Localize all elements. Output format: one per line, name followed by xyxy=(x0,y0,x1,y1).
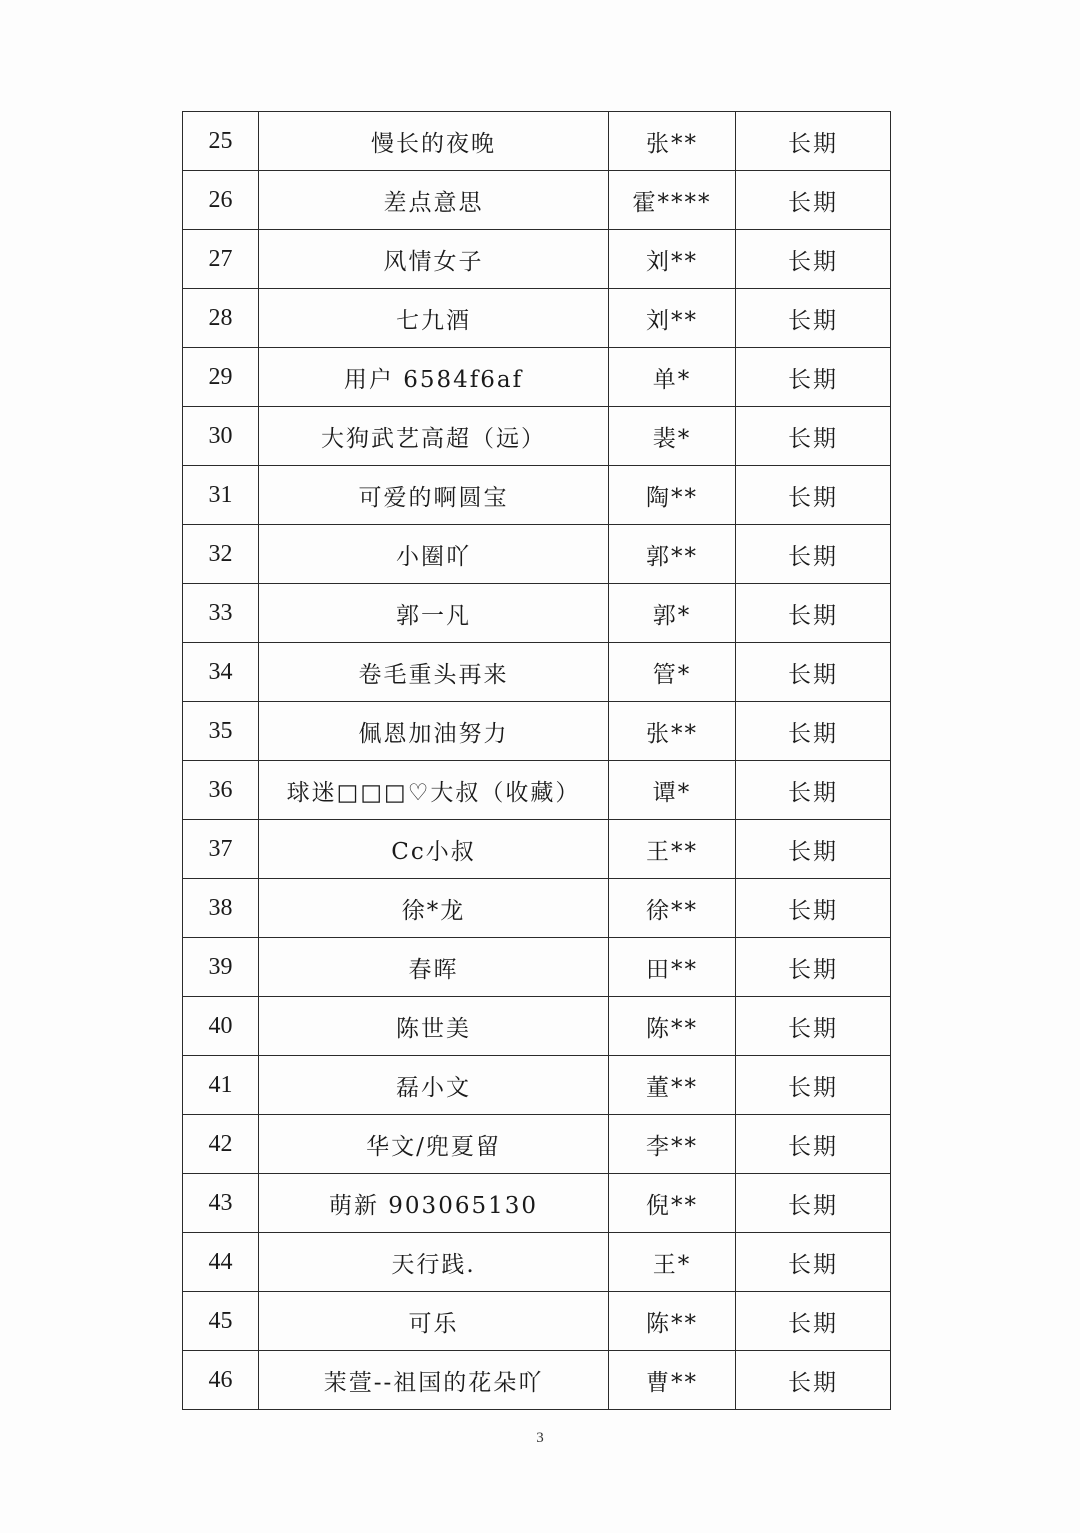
name-cell: 单* xyxy=(609,348,736,407)
term-cell: 长期 xyxy=(736,407,891,466)
name-cell: 田** xyxy=(609,938,736,997)
row-number-cell: 45 xyxy=(183,1292,259,1351)
nickname-cell: 可乐 xyxy=(259,1292,609,1351)
nickname-cell: 大狗武艺高超（远） xyxy=(259,407,609,466)
row-number-cell: 41 xyxy=(183,1056,259,1115)
row-number-cell: 27 xyxy=(183,230,259,289)
name-cell: 郭** xyxy=(609,525,736,584)
name-cell: 王** xyxy=(609,820,736,879)
table-row xyxy=(183,171,891,230)
table-row xyxy=(183,407,891,466)
name-cell: 张** xyxy=(609,112,736,171)
name-cell: 陈** xyxy=(609,1292,736,1351)
table-row xyxy=(183,1292,891,1351)
term-cell: 长期 xyxy=(736,1233,891,1292)
term-cell: 长期 xyxy=(736,1174,891,1233)
table-row xyxy=(183,879,891,938)
row-number-cell: 38 xyxy=(183,879,259,938)
term-cell: 长期 xyxy=(736,879,891,938)
table-row xyxy=(183,1174,891,1233)
row-number-cell: 36 xyxy=(183,761,259,820)
name-cell: 刘** xyxy=(609,289,736,348)
term-cell: 长期 xyxy=(736,289,891,348)
term-cell: 长期 xyxy=(736,1351,891,1410)
name-cell: 刘** xyxy=(609,230,736,289)
row-number-cell: 39 xyxy=(183,938,259,997)
nickname-cell: 春晖 xyxy=(259,938,609,997)
roster-table xyxy=(182,111,891,1410)
nickname-cell: 风情女子 xyxy=(259,230,609,289)
row-number-cell: 46 xyxy=(183,1351,259,1410)
table-row xyxy=(183,643,891,702)
name-cell: 张** xyxy=(609,702,736,761)
term-cell: 长期 xyxy=(736,112,891,171)
row-number-cell: 29 xyxy=(183,348,259,407)
term-cell: 长期 xyxy=(736,171,891,230)
term-cell: 长期 xyxy=(736,466,891,525)
term-cell: 长期 xyxy=(736,348,891,407)
nickname-cell: 陈世美 xyxy=(259,997,609,1056)
page-number: 3 xyxy=(536,1430,544,1446)
name-cell: 郭* xyxy=(609,584,736,643)
name-cell: 陶** xyxy=(609,466,736,525)
nickname-cell: 郭一凡 xyxy=(259,584,609,643)
nickname-cell: 差点意思 xyxy=(259,171,609,230)
table-row xyxy=(183,1115,891,1174)
row-number-cell: 40 xyxy=(183,997,259,1056)
row-number-cell: 28 xyxy=(183,289,259,348)
row-number-cell: 35 xyxy=(183,702,259,761)
name-cell: 王* xyxy=(609,1233,736,1292)
row-number-cell: 30 xyxy=(183,407,259,466)
table-row xyxy=(183,1351,891,1410)
row-number-cell: 26 xyxy=(183,171,259,230)
term-cell: 长期 xyxy=(736,1292,891,1351)
table-row xyxy=(183,289,891,348)
term-cell: 长期 xyxy=(736,230,891,289)
nickname-cell: 华文/兜夏留 xyxy=(259,1115,609,1174)
name-cell: 管* xyxy=(609,643,736,702)
row-number-cell: 42 xyxy=(183,1115,259,1174)
name-cell: 曹** xyxy=(609,1351,736,1410)
name-cell: 倪** xyxy=(609,1174,736,1233)
table-row xyxy=(183,820,891,879)
nickname-cell: 徐*龙 xyxy=(259,879,609,938)
row-number-cell: 34 xyxy=(183,643,259,702)
row-number-cell: 33 xyxy=(183,584,259,643)
nickname-cell: 萌新 903065130 xyxy=(259,1174,609,1233)
table-row xyxy=(183,702,891,761)
table-row xyxy=(183,1056,891,1115)
name-cell: 陈** xyxy=(609,997,736,1056)
term-cell: 长期 xyxy=(736,643,891,702)
table-row xyxy=(183,1233,891,1292)
term-cell: 长期 xyxy=(736,702,891,761)
name-cell: 谭* xyxy=(609,761,736,820)
name-cell: 徐** xyxy=(609,879,736,938)
row-number-cell: 25 xyxy=(183,112,259,171)
nickname-cell: 慢长的夜晚 xyxy=(259,112,609,171)
name-cell: 裴* xyxy=(609,407,736,466)
nickname-cell: 球迷□□□♡大叔（收藏） xyxy=(259,761,609,820)
term-cell: 长期 xyxy=(736,1056,891,1115)
nickname-cell: 卷毛重头再来 xyxy=(259,643,609,702)
table-row xyxy=(183,761,891,820)
nickname-cell: 茉萱--祖国的花朵吖 xyxy=(259,1351,609,1410)
term-cell: 长期 xyxy=(736,761,891,820)
term-cell: 长期 xyxy=(736,938,891,997)
nickname-cell: 磊小文 xyxy=(259,1056,609,1115)
table-row xyxy=(183,112,891,171)
roster-table-body xyxy=(183,112,891,1410)
nickname-cell: 小圈吖 xyxy=(259,525,609,584)
row-number-cell: 44 xyxy=(183,1233,259,1292)
term-cell: 长期 xyxy=(736,584,891,643)
nickname-cell: 用户 6584f6af xyxy=(259,348,609,407)
table-row xyxy=(183,348,891,407)
table-row xyxy=(183,525,891,584)
nickname-cell: 可爱的啊圆宝 xyxy=(259,466,609,525)
row-number-cell: 31 xyxy=(183,466,259,525)
nickname-cell: 七九酒 xyxy=(259,289,609,348)
row-number-cell: 37 xyxy=(183,820,259,879)
nickname-cell: 佩恩加油努力 xyxy=(259,702,609,761)
term-cell: 长期 xyxy=(736,525,891,584)
name-cell: 李** xyxy=(609,1115,736,1174)
table-row xyxy=(183,584,891,643)
table-row xyxy=(183,230,891,289)
row-number-cell: 32 xyxy=(183,525,259,584)
nickname-cell: 天行践. xyxy=(259,1233,609,1292)
row-number-cell: 43 xyxy=(183,1174,259,1233)
term-cell: 长期 xyxy=(736,820,891,879)
table-row xyxy=(183,938,891,997)
table-row xyxy=(183,466,891,525)
table-row xyxy=(183,997,891,1056)
term-cell: 长期 xyxy=(736,1115,891,1174)
nickname-cell: Cc小叔 xyxy=(259,820,609,879)
name-cell: 霍**** xyxy=(609,171,736,230)
term-cell: 长期 xyxy=(736,997,891,1056)
name-cell: 董** xyxy=(609,1056,736,1115)
